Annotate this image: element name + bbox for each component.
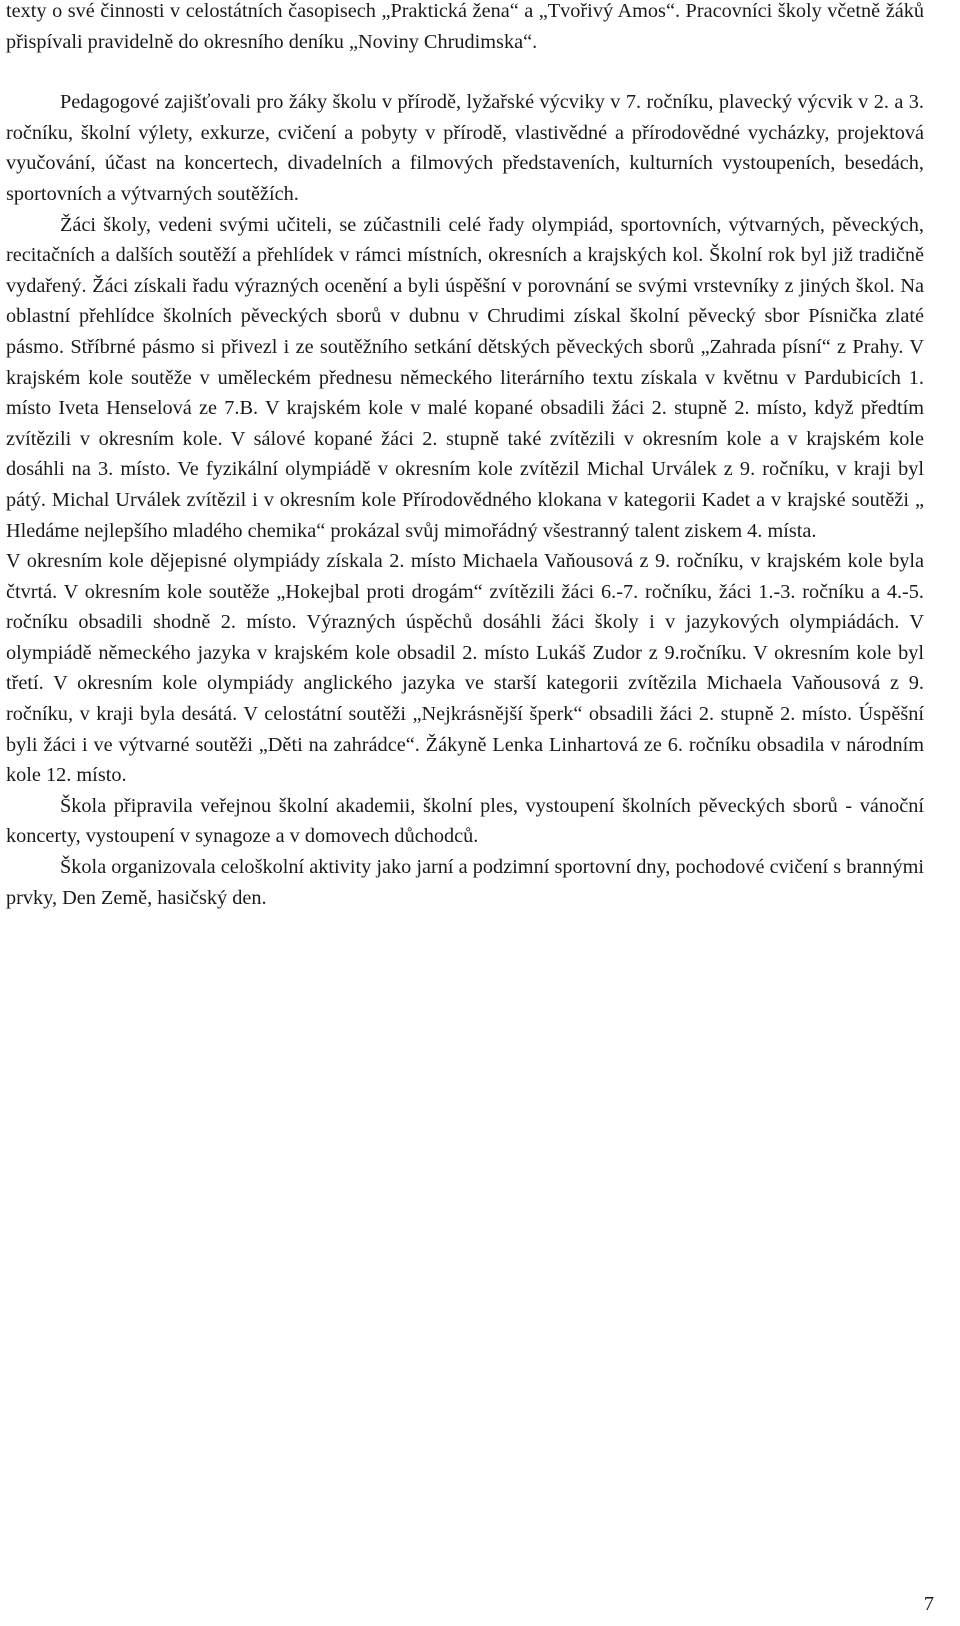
paragraph-school-wide-activities: Škola organizovala celoškolní aktivity jako jarní a podzimní sportovní dny, pochodové cvičení s brannými prvky, Den Země, hasičský den. bbox=[6, 856, 924, 909]
page-number: 7 bbox=[923, 1593, 934, 1615]
paragraph-olympiads: V okresním kole dějepisné olympiády získala 2. místo Michaela Vaňousová z 9. ročníku, v krajském kole byla čtvrtá. V okresním kole soutěže „Hokejbal proti drogám“ zvítězili žáci 6.-7. ročníku, žáci 1.-3. ročníku a 4.-5. ročníku obsadili shodně 2. místo. Výrazných úspěchů dosáhli žáci školy i v jazykových olympiádách. V olympiádě německého jazyka v krajském kole obsadil 2. místo Lukáš Zudor z 9.ročníku. V okresním kole byl třetí. V okresním kole olympiády anglického jazyka ve starší kategorii zvítězila Michaela Vaňousová z 9. ročníku, v kraji byla desátá. V celostátní soutěži „Nejkrásnější šperk“ obsadili žáci 2. stupně 2. místo. Úspěšní byli žáci i ve výtvarné soutěži „Děti na zahrádce“. Žákyně Lenka Linhartová ze 6. ročníku obsadila v národním kole 12. místo. bbox=[6, 550, 924, 787]
paragraph-media-contributions: texty o své činnosti v celostátních časopisech „Praktická žena“ a „Tvořivý Amos“. Pracovníci školy včetně žáků přispívali pravidelně do okresního deníku „Noviny Chrudimska“. bbox=[6, 0, 924, 53]
document-body bbox=[6, 0, 924, 913]
paragraph-gap bbox=[6, 57, 924, 87]
paragraph-school-events: Škola připravila veřejnou školní akademii, školní ples, vystoupení školních pěveckých sborů - vánoční koncerty, vystoupení v synagoze a v domovech důchodců. bbox=[6, 794, 924, 848]
paragraph-competitions: Žáci školy, vedeni svými učiteli, se zúčastnili celé řady olympiád, sportovních, výtvarných, pěveckých, recitačních a dalších soutěží a přehlídek v rámci místních, okresních a krajských kol. Školní rok byl již tradičně vydařený. Žáci získali řadu výrazných ocenění a byli úspěšní v porovnání se svými vrstevníky z jiných škol. Na oblastní přehlídce školních pěveckých sborů v dubnu v Chrudimi získal školní pěvecký sbor Písnička zlaté pásmo. Stříbrné pásmo si přivezl i ze soutěžního setkání dětských pěveckých sborů „Zahrada písní“ z Prahy. V krajském kole soutěže v uměleckém přednesu německého literárního textu získala v květnu v Pardubicích 1. místo Iveta Henselová ze 7.B. V krajském kole v malé kopané obsadili žáci 2. stupně 2. místo, když předtím zvítězili v okresním kole. V sálové kopané žáci 2. stupně také zvítězili v okresním kole a v krajském kole dosáhli na 3. místo. Ve fyzikální olympiádě v okresním kole zvítězil Michal Urválek z 9. ročníku, v kraji byl pátý. Michal Urválek zvítězil i v okresním kole Přírodovědného klokana v kategorii Kadet a v krajské soutěži „ Hledáme nejlepšího mladého chemika“ prokázal svůj mimořádný všestranný talent ziskem 4. místa. bbox=[6, 213, 924, 542]
paragraph-school-activities: Pedagogové zajišťovali pro žáky školu v přírodě, lyžařské výcviky v 7. ročníku, plavecký výcvik v 2. a 3. ročníku, školní výlety, exkurze, cvičení a pobyty v přírodě, vlastivědné a přírodovědné vycházky, projektová vyučování, účast na koncertech, divadelních a filmových představeních, kulturních vystoupeních, besedách, sportovních a výtvarných soutěžích. bbox=[6, 91, 924, 205]
